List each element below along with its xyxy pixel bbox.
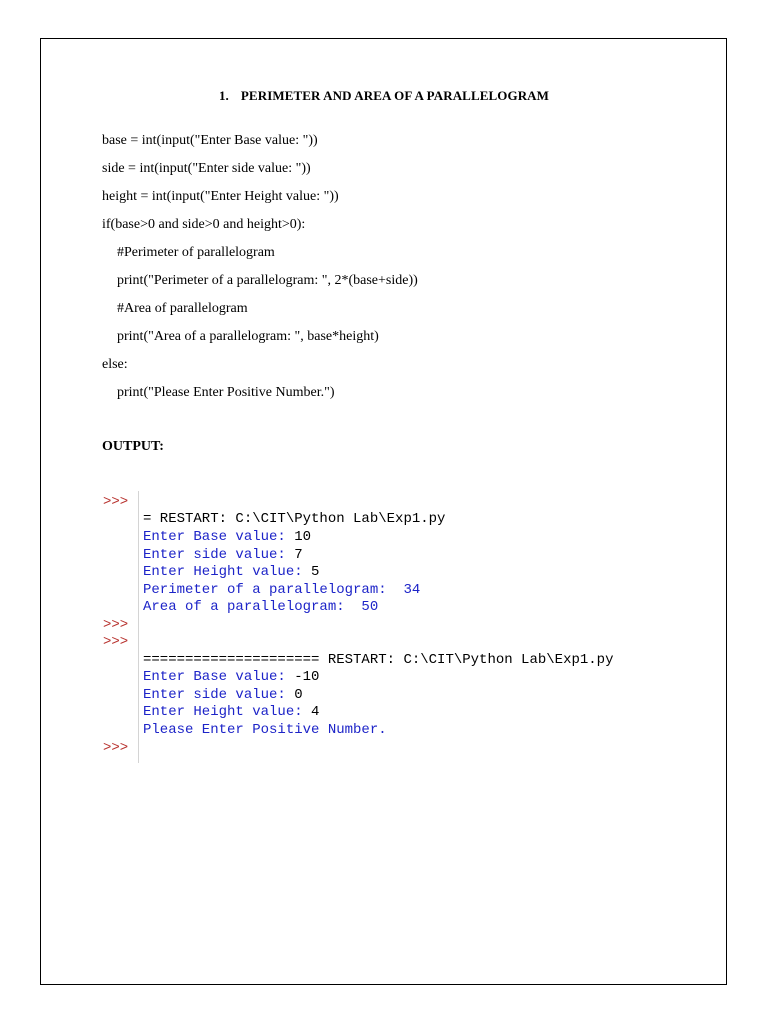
user-input: 7 xyxy=(294,547,303,563)
code-line: #Perimeter of parallelogram xyxy=(117,245,275,260)
shell-prompt: >>> xyxy=(103,634,129,650)
heading-title: PERIMETER AND AREA OF A PARALLELOGRAM xyxy=(240,88,550,103)
user-input: 5 xyxy=(311,564,320,580)
code-line: #Area of parallelogram xyxy=(117,301,248,316)
restart-line: ===================== RESTART: C:\CIT\Python Lab\Exp1.py xyxy=(143,652,614,668)
heading-number: 1. xyxy=(218,88,229,103)
shell-output-line: Enter Base value: -10 xyxy=(143,669,320,685)
restart-line: = RESTART: C:\CIT\Python Lab\Exp1.py xyxy=(143,511,446,527)
user-input: 0 xyxy=(294,687,303,703)
shell-output-line: Enter side value: 0 xyxy=(143,687,303,703)
code-line: side = int(input("Enter side value: ")) xyxy=(102,161,311,176)
shell-output-line: Please Enter Positive Number. xyxy=(143,722,387,738)
shell-prompt: >>> xyxy=(103,494,129,510)
shell-output-line: Enter Height value: 5 xyxy=(143,564,320,580)
user-input: 10 xyxy=(294,529,312,545)
shell-output-line: Enter Base value: 10 xyxy=(143,529,312,545)
code-line: if(base>0 and side>0 and height>0): xyxy=(102,217,306,232)
shell-output-line: Enter Height value: 4 xyxy=(143,704,320,720)
shell-output-line: Perimeter of a parallelogram: 34 xyxy=(143,582,421,598)
output-label: OUTPUT: xyxy=(102,439,164,454)
code-line: height = int(input("Enter Height value: ")) xyxy=(102,189,339,204)
shell-prompt: >>> xyxy=(103,740,129,756)
shell-output-line: Area of a parallelogram: 50 xyxy=(143,599,379,615)
shell-output-line: Enter side value: 7 xyxy=(143,547,303,563)
python-shell-output xyxy=(103,491,693,763)
user-input: 4 xyxy=(311,704,320,720)
section-heading xyxy=(0,88,768,104)
code-line: print("Area of a parallelogram: ", base*height) xyxy=(117,329,379,344)
code-listing xyxy=(102,132,418,412)
code-line: base = int(input("Enter Base value: ")) xyxy=(102,133,318,148)
code-line: else: xyxy=(102,357,128,372)
code-line: print("Perimeter of a parallelogram: ", 2*(base+side)) xyxy=(117,273,418,288)
shell-gutter xyxy=(138,491,139,763)
code-line: print("Please Enter Positive Number.") xyxy=(117,385,335,400)
shell-prompt: >>> xyxy=(103,617,129,633)
user-input: -10 xyxy=(294,669,320,685)
